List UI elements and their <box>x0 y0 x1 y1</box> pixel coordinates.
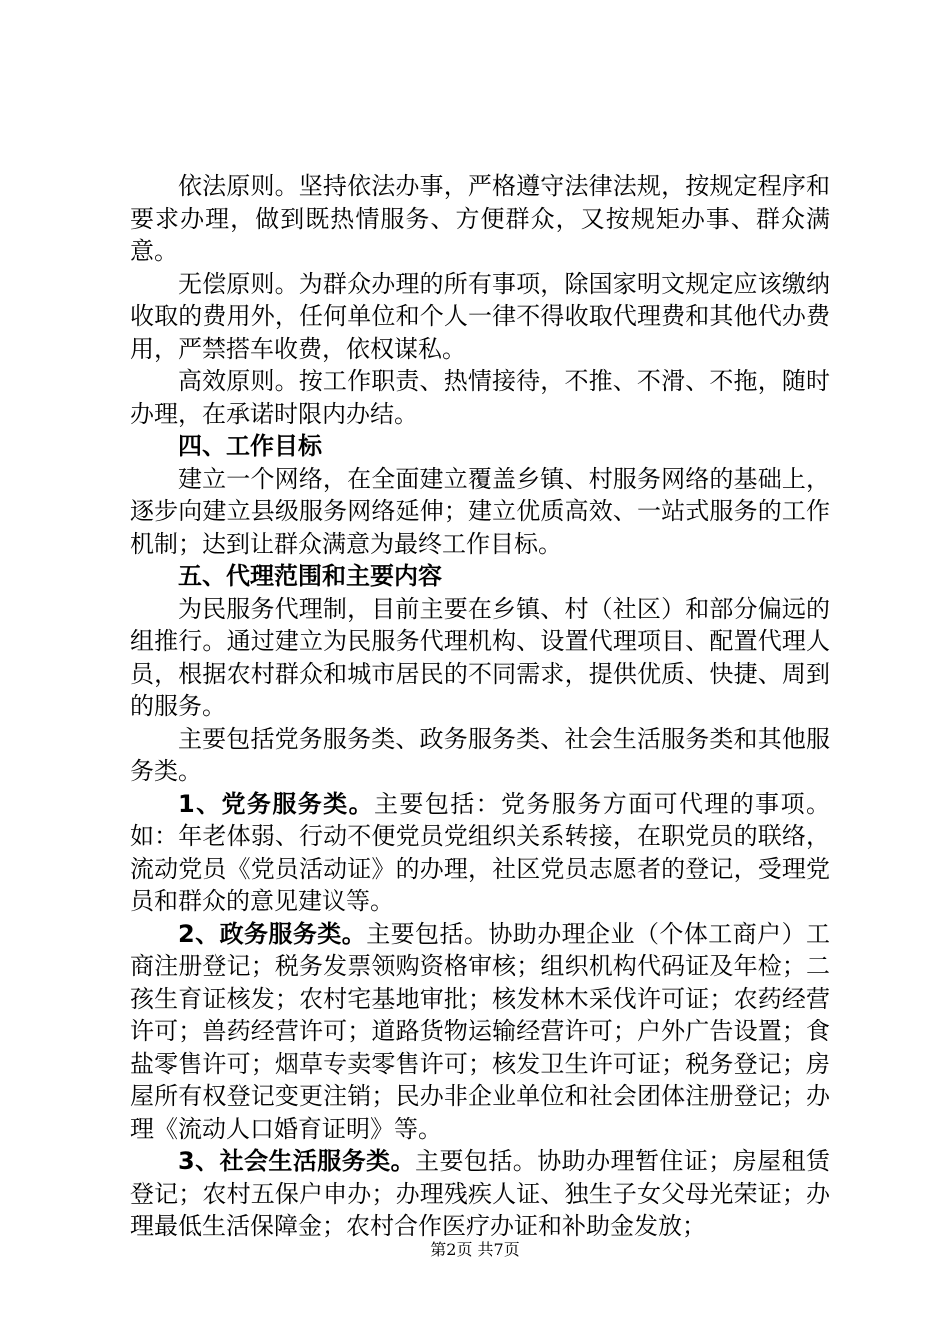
paragraph-categories: 主要包括党务服务类、政务服务类、社会生活服务类和其他服务类。 <box>130 724 830 785</box>
paragraph-goals: 建立一个网络，在全面建立覆盖乡镇、村服务网络的基础上，逐步向建立县级服务网络延伸；建立优质高效、一站式服务的工作机制；达到让群众满意为最终工作目标。 <box>130 464 830 558</box>
section-heading-scope: 五、代理范围和主要内容 <box>178 562 442 590</box>
list-item-text: 主要包括。协助办理暂住证；房屋租赁登记；农村五保户申办；办理残疾人证、独生子女父母光荣证；办理最低生活保障金；农村合作医疗办证和补助金发放； <box>130 1147 830 1240</box>
document-body <box>130 170 830 1243</box>
list-item-lead: 2、政务服务类。 <box>178 919 367 948</box>
list-item-social-services <box>130 1145 830 1243</box>
list-item-lead: 1、党务服务类。 <box>178 789 374 818</box>
page-footer: 第2页 共7页 <box>430 1240 520 1259</box>
section-heading-goals: 四、工作目标 <box>178 432 322 460</box>
paragraph-legal-principle: 依法原则。坚持依法办事，严格遵守法律法规，按规定程序和要求办理，做到既热情服务、方便群众，又按规矩办事、群众满意。 <box>130 172 830 265</box>
list-item-text: 主要包括：党务服务方面可代理的事项。如：年老体弱、行动不便党员党组织关系转接，在职党员的联络，流动党员《党员活动证》的办理，社区党员志愿者的登记，受理党员和群众的意见建议等。 <box>130 789 831 915</box>
list-item-government-services <box>130 918 830 1146</box>
list-item-lead: 3、社会生活服务类。 <box>178 1147 416 1175</box>
paragraph-efficiency-principle: 高效原则。按工作职责、热情接待，不推、不滑、不拖，随时办理，在承诺时限内办结。 <box>130 367 830 428</box>
paragraph-scope: 为民服务代理制，目前主要在乡镇、村（社区）和部分偏远的组推行。通过建立为民服务代理机构、设置代理项目、配置代理人员，根据农村群众和城市居民的不同需求，提供优质、快捷、周到的服务。 <box>130 594 830 720</box>
list-item-party-services <box>130 788 830 918</box>
paragraph-free-principle: 无偿原则。为群众办理的所有事项，除国家明文规定应该缴纳收取的费用外，任何单位和个人一律不得收取代理费和其他代办费用，严禁搭车收费，依权谋私。 <box>130 269 830 363</box>
list-item-text: 主要包括。协助办理企业（个体工商户）工商注册登记；税务发票领购资格审核；组织机构代码证及年检；二孩生育证核发；农村宅基地审批；核发林木采伐许可证；农药经营许可；兽药经营许可；道路货物运输经营许可；户外广告设置；食盐零售许可；烟草专卖零售许可；核发卫生许可证；税务登记；房屋所有权登记变更注销；民办非企业单位和社会团体注册登记；办理《流动人口婚育证明》等。 <box>130 919 831 1143</box>
